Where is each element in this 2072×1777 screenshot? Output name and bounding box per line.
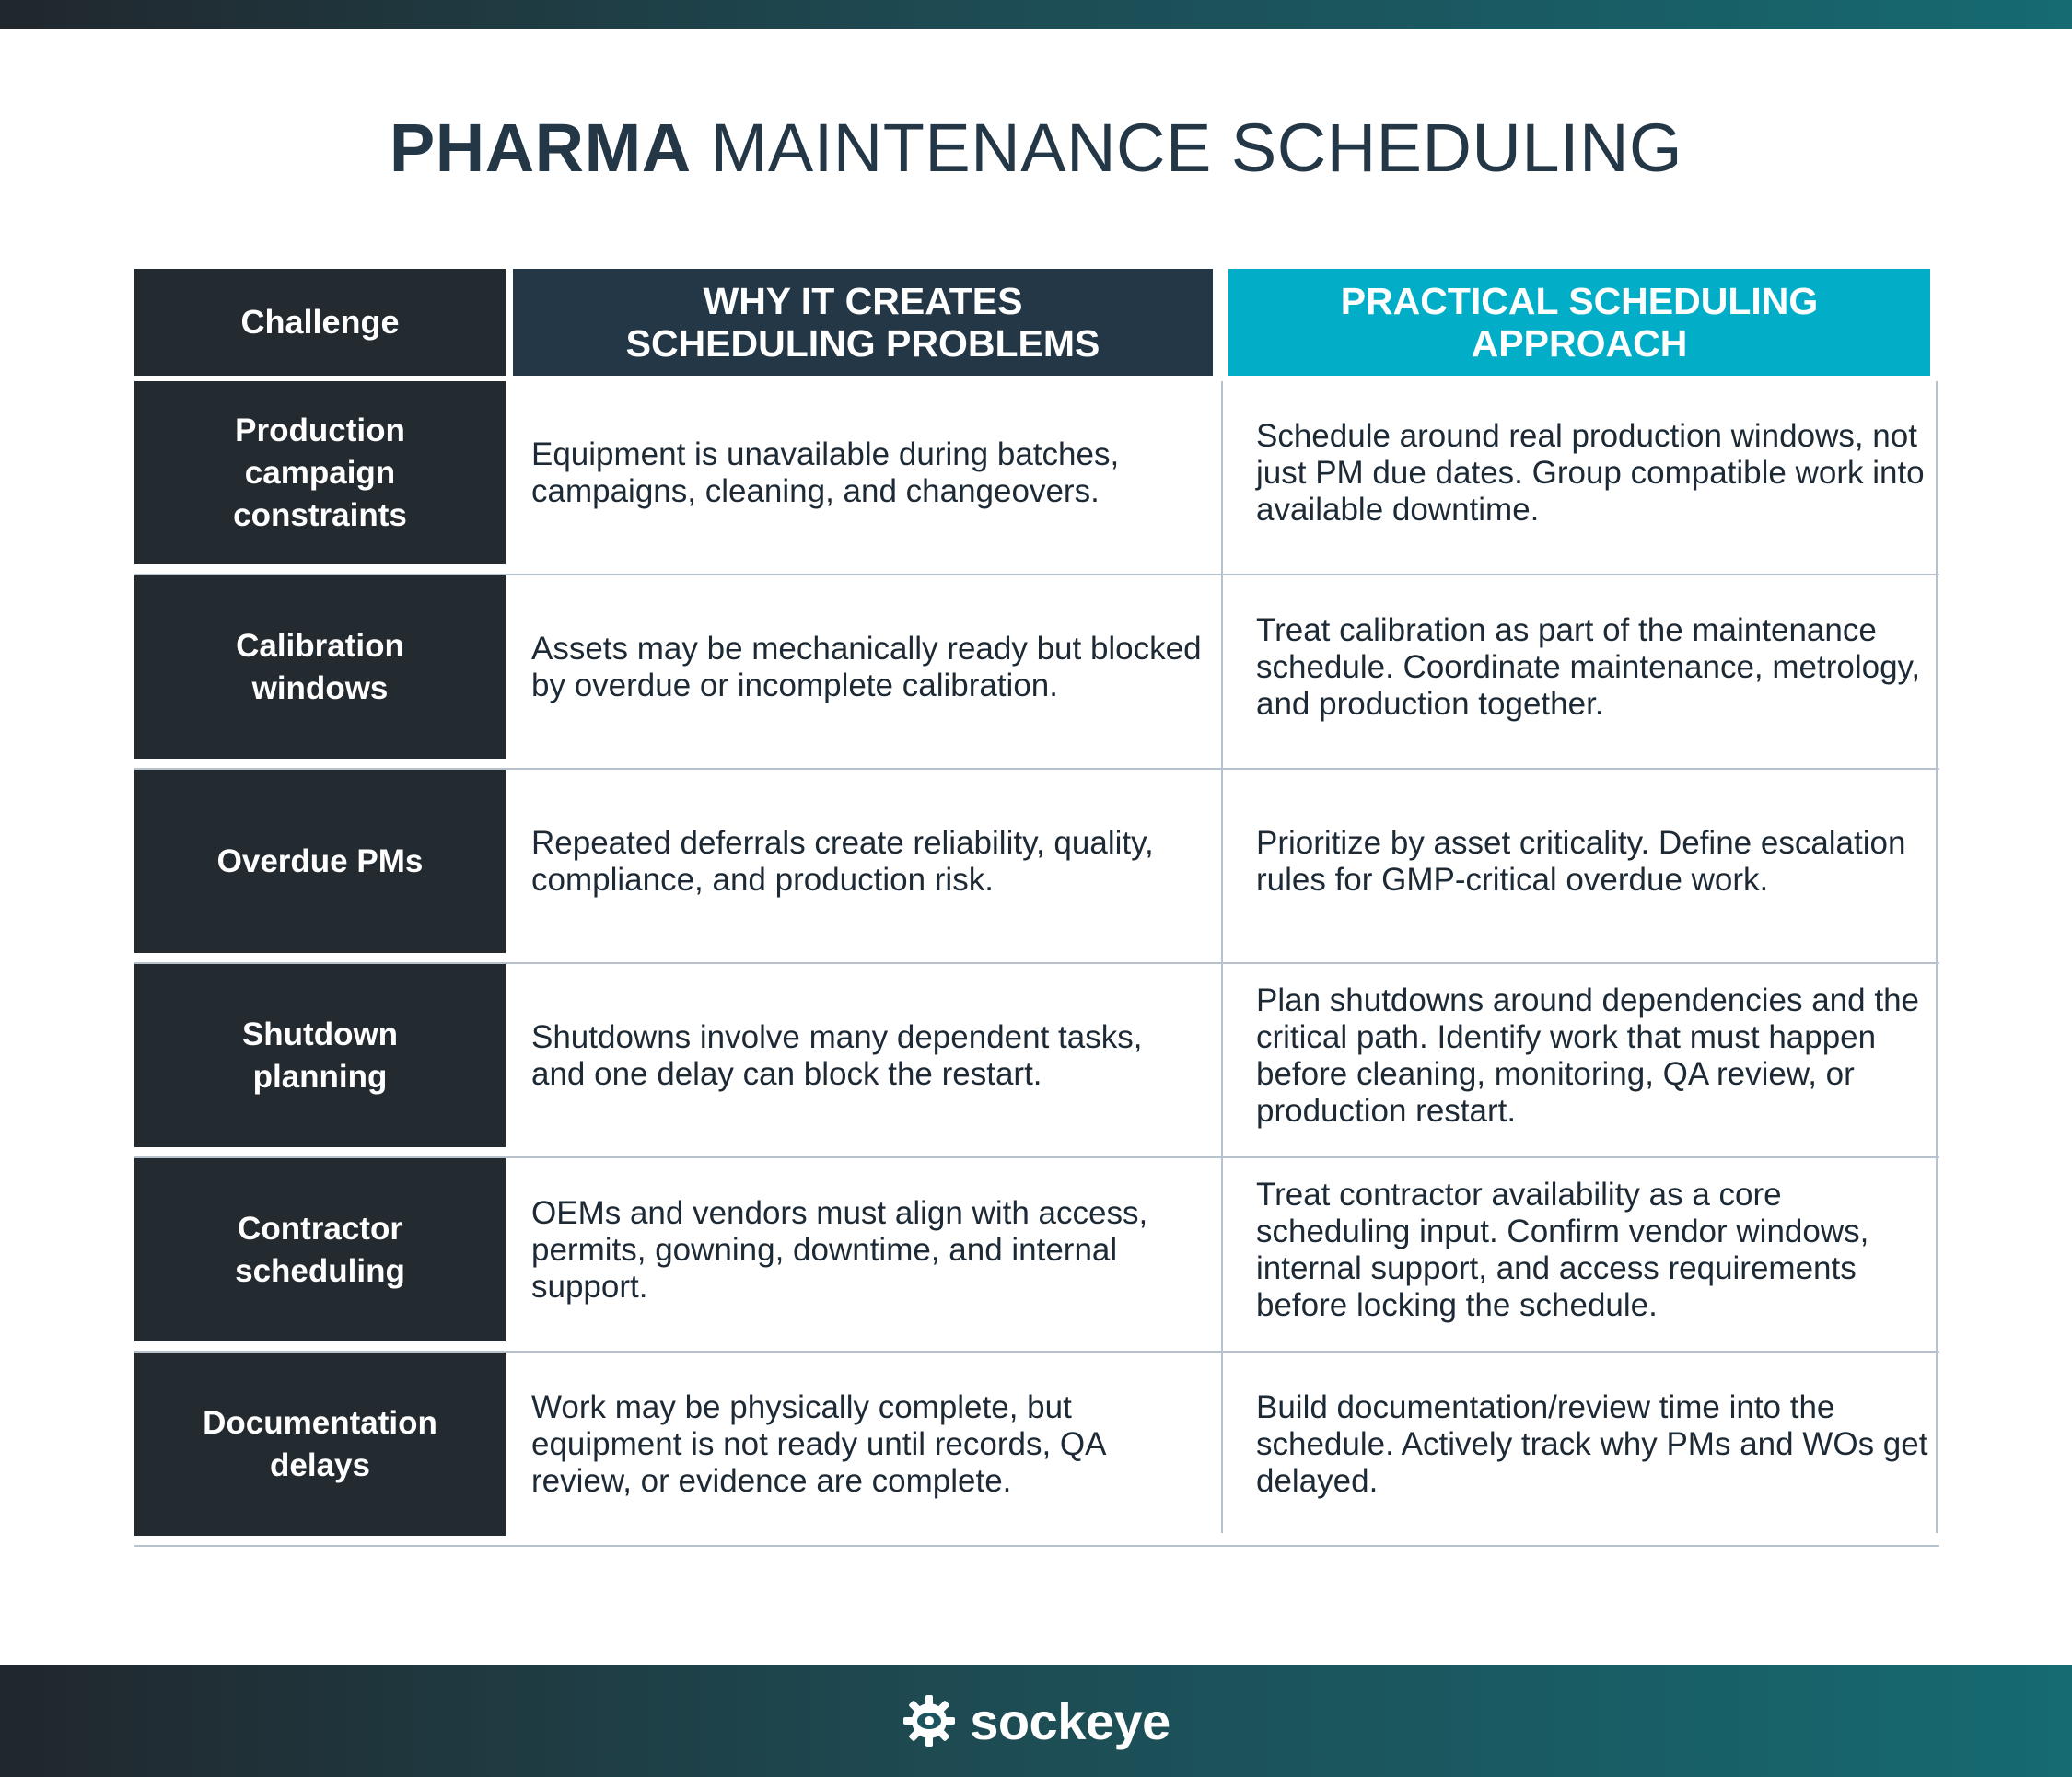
approach-text: Build documentation/review time into the schedule. Actively track why PMs and WOs get delayed. (1256, 1388, 1928, 1499)
why-cell (531, 964, 1333, 1147)
table-row (134, 964, 1939, 1158)
header-challenge (134, 269, 506, 376)
table-row (134, 1158, 1939, 1353)
header-why-label: WHY IT CREATES SCHEDULING PROBLEMS (625, 280, 1100, 365)
challenge-text: Shutdown planning (241, 1016, 399, 1095)
header-why (513, 269, 1213, 376)
challenge-cell (134, 575, 506, 759)
page-title (0, 109, 2072, 187)
why-cell (531, 575, 1333, 759)
challenge-text: Calibration windows (236, 627, 404, 706)
approach-text: Treat calibration as part of the maintenance schedule. Coordinate maintenance, metrology, and production together. (1256, 611, 1921, 722)
challenge-text: Overdue PMs (216, 842, 424, 879)
table-row (134, 1353, 1939, 1547)
row-divider (134, 1545, 1939, 1547)
approach-cell (1256, 1158, 1928, 1341)
approach-text: Plan shutdowns around dependencies and the critical path. Identify work that must happen before cleaning, monitoring, QA review, or production restart. (1256, 981, 1919, 1129)
approach-cell (1256, 381, 1928, 564)
approach-text: Treat contractor availability as a core scheduling input. Confirm vendor windows, internal support, and access requirements before locking the schedule. (1256, 1176, 1869, 1323)
challenge-cell (134, 1353, 506, 1536)
approach-cell (1256, 1353, 1928, 1536)
challenge-cell (134, 381, 506, 564)
approach-cell (1256, 575, 1928, 759)
top-band (0, 0, 2072, 29)
why-cell (531, 1353, 1333, 1536)
why-cell (531, 1158, 1333, 1341)
challenge-text: Production campaign constraints (233, 412, 407, 533)
header-approach-label: PRACTICAL SCHEDULING APPROACH (1340, 280, 1819, 365)
approach-text: Schedule around real production windows, not just PM due dates. Group compatible work into available downtime. (1256, 417, 1925, 528)
challenge-text: Contractor scheduling (235, 1210, 405, 1289)
header-approach (1228, 269, 1930, 376)
challenge-cell (134, 964, 506, 1147)
table-row (134, 381, 1939, 575)
sockeye-logo (902, 1691, 1170, 1751)
gear-eye-icon (902, 1693, 957, 1748)
challenge-text: Documentation delays (203, 1404, 437, 1483)
challenge-cell (134, 1158, 506, 1341)
table-row (134, 575, 1939, 770)
title-bold: PHARMA (389, 110, 692, 186)
why-text: Work may be physically complete, but equipment is not ready until records, QA review, or evidence are complete. (531, 1388, 1105, 1499)
footer-band (0, 1665, 2072, 1777)
challenge-cell (134, 770, 506, 953)
why-text: Shutdowns involve many dependent tasks, and one delay can block the restart. (531, 1018, 1143, 1092)
title-rest: MAINTENANCE SCHEDULING (710, 110, 1683, 186)
why-text: OEMs and vendors must align with access, permits, gowning, downtime, and internal support. (531, 1194, 1148, 1305)
logo-text: sockeye (970, 1691, 1170, 1750)
table-row (134, 770, 1939, 964)
why-cell (531, 770, 1333, 953)
why-text: Assets may be mechanically ready but blocked by overdue or incomplete calibration. (531, 630, 1202, 703)
approach-text: Prioritize by asset criticality. Define escalation rules for GMP-critical overdue work. (1256, 824, 1906, 898)
why-text: Repeated deferrals create reliability, quality, compliance, and production risk. (531, 824, 1154, 898)
approach-cell (1256, 964, 1928, 1147)
why-cell (531, 381, 1333, 564)
approach-cell (1256, 770, 1928, 953)
header-challenge-label: Challenge (240, 303, 400, 341)
why-text: Equipment is unavailable during batches, campaigns, cleaning, and changeovers. (531, 436, 1120, 509)
